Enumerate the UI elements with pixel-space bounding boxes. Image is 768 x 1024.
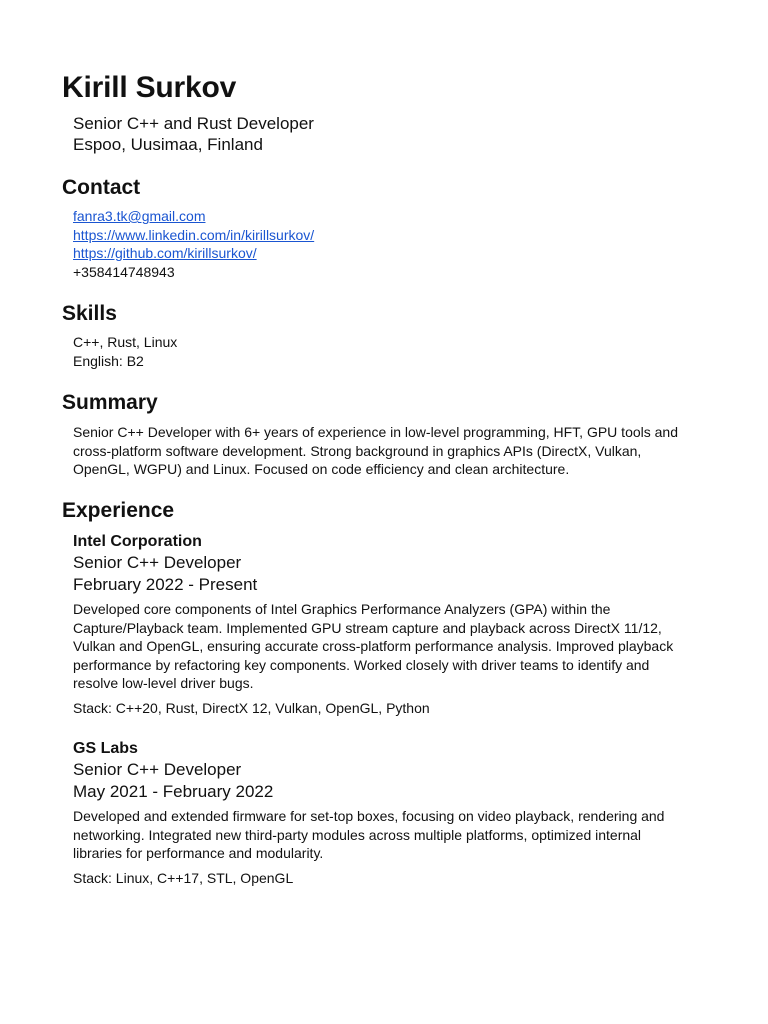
summary-heading: Summary (62, 391, 158, 414)
description-line: networking. Integrated new third-party modules across multiple platforms, optimized internal (73, 826, 642, 843)
job-title: Senior C++ and Rust Developer (73, 114, 314, 133)
description-line: libraries for performance and modularity. (73, 845, 324, 861)
description-line: Developed and extended firmware for set-top boxes, focusing on video playback, rendering and (73, 808, 665, 824)
job-role: Senior C++ Developer (73, 553, 242, 572)
skill-item: English: B2 (73, 352, 144, 369)
summary-line: cross-platform software development. Strong background in graphics APIs (DirectX, Vulkan, (73, 442, 642, 459)
skill-item: C++, Rust, Linux (73, 334, 178, 350)
description-line: Capture/Playback team. Implemented GPU stream capture and playback across DirectX 11/12, (73, 619, 662, 636)
experience-heading: Experience (62, 499, 175, 522)
candidate-name: Kirill Surkov (62, 71, 237, 104)
description-line: Vulkan and OpenGL, ensuring accurate cross-platform performance analysis. Improved playback (73, 638, 674, 654)
job-period: May 2021 - February 2022 (73, 781, 274, 801)
description-line: performance by refactoring key components. Worked closely with driver teams to identify and (73, 656, 650, 673)
phone-number: +358414748943 (73, 263, 175, 280)
summary-line: Senior C++ Developer with 6+ years of experience in low-level programming, HFT, GPU tools and (73, 424, 679, 440)
job-stack: Stack: Linux, C++17, STL, OpenGL (73, 869, 294, 886)
summary-line: OpenGL, WGPU) and Linux. Focused on code efficiency and clean architecture. (73, 461, 570, 477)
company-name: Intel Corporation (73, 533, 202, 550)
job-entry-gs-labs (73, 739, 713, 887)
header-subtitle (73, 113, 713, 155)
contact-list (73, 207, 713, 281)
job-description (73, 807, 713, 863)
job-stack: Stack: C++20, Rust, DirectX 12, Vulkan, OpenGL, Python (73, 699, 430, 716)
company-name: GS Labs (73, 740, 138, 757)
email-link[interactable]: fanra3.tk@gmail.com (73, 208, 206, 224)
job-entry-intel (73, 532, 713, 717)
description-line: Developed core components of Intel Graphics Performance Analyzers (GPA) within the (73, 601, 611, 617)
description-line: resolve low-level driver bugs. (73, 675, 254, 691)
skills-heading: Skills (62, 302, 117, 325)
job-role: Senior C++ Developer (73, 760, 242, 779)
job-description (73, 600, 713, 693)
summary-text (73, 423, 713, 479)
linkedin-link[interactable]: https://www.linkedin.com/in/kirillsurkov/ (73, 226, 315, 243)
location: Espoo, Uusimaa, Finland (73, 135, 263, 154)
github-link[interactable]: https://github.com/kirillsurkov/ (73, 245, 257, 261)
job-period: February 2022 - Present (73, 574, 258, 594)
skills-list (73, 333, 713, 370)
contact-heading: Contact (62, 176, 141, 199)
